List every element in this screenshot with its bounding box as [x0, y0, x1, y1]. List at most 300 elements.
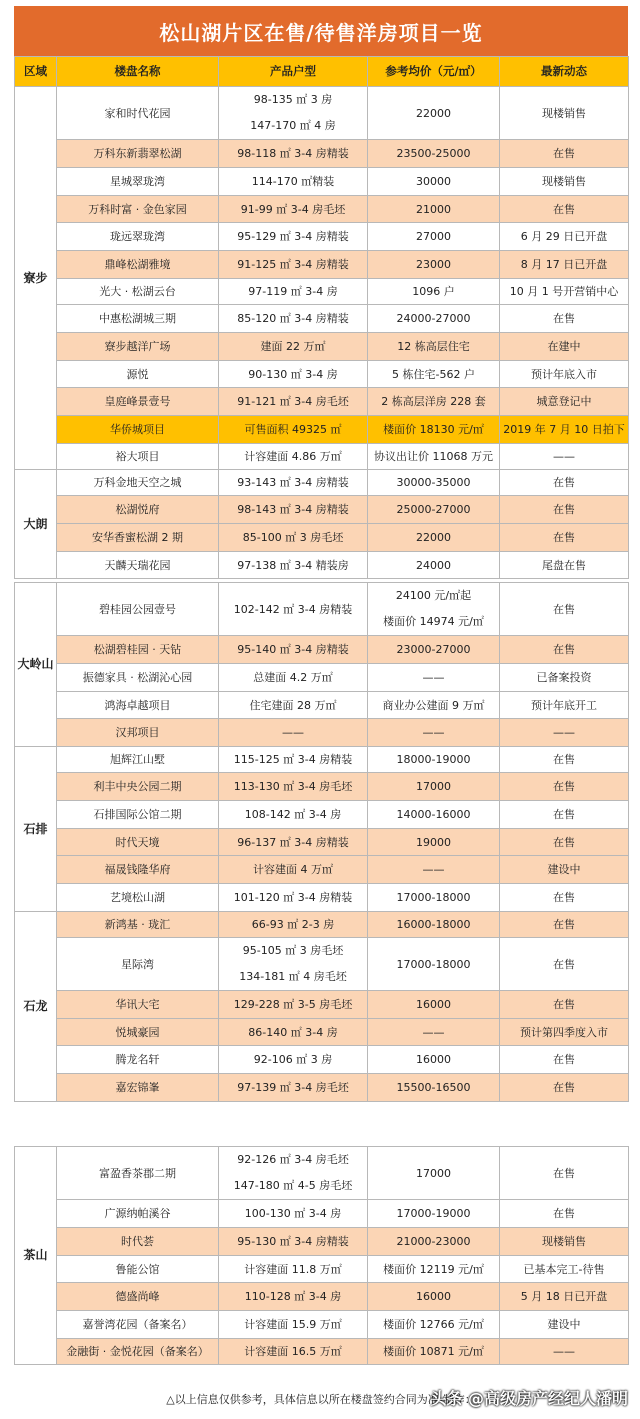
region-cell: 寮步 — [15, 87, 57, 470]
table-row — [15, 1147, 629, 1200]
cell-line: 134-181 ㎡ 4 房毛坯 — [239, 970, 347, 983]
latest-status: 城意登记中 — [500, 388, 629, 416]
cell-text: 24000-27000 — [396, 312, 471, 325]
cell-line: 24100 元/㎡起 — [395, 589, 472, 602]
table-row — [15, 223, 629, 251]
region-cell: 石排 — [15, 747, 57, 912]
region-cell: 茶山 — [15, 1147, 57, 1365]
reference-price — [368, 829, 500, 856]
cell-text: 129-228 ㎡ 3-5 房毛坯 — [233, 998, 353, 1011]
reference-price — [368, 747, 500, 773]
product-type — [219, 884, 368, 912]
cell-text: 楼面价 12119 元/㎡ — [383, 1262, 484, 1276]
project-name: 德盛尚峰 — [57, 1283, 219, 1311]
latest-status: 在售 — [500, 470, 629, 496]
cell-text: 17000 — [416, 1166, 451, 1180]
product-type — [219, 1019, 368, 1046]
cell-text: 可售面积 49325 ㎡ — [244, 423, 342, 436]
reference-price — [368, 692, 500, 719]
latest-status: 8 月 17 日已开盘 — [500, 251, 629, 279]
project-name: 裕大项目 — [57, 444, 219, 470]
cell-text: 12 栋高层住宅 — [397, 340, 470, 353]
table-row — [15, 856, 629, 884]
footer-note: △以上信息仅供参考，具体信息以所在楼盘签约合同为准-制作： — [166, 1393, 476, 1406]
reference-price — [368, 1256, 500, 1283]
reference-price — [368, 1147, 500, 1200]
project-name: 石排国际公馆二期 — [57, 801, 219, 829]
cell-text: 102-142 ㎡ 3-4 房精装 — [233, 602, 353, 616]
latest-status: 已备案投资 — [500, 664, 629, 692]
latest-status: 在售 — [500, 938, 629, 991]
project-name: 鼎峰松湖雅境 — [57, 251, 219, 279]
reference-price — [368, 496, 500, 524]
product-type — [219, 747, 368, 773]
project-name: 艺境松山湖 — [57, 884, 219, 912]
cell-text: 92-106 ㎡ 3 房 — [253, 1053, 333, 1066]
product-type — [219, 333, 368, 361]
project-name: 源悦 — [57, 361, 219, 388]
reference-price — [368, 773, 500, 801]
product-type — [219, 496, 368, 524]
cell-text: 16000-18000 — [396, 918, 471, 931]
reference-price — [368, 1311, 500, 1339]
product-type — [219, 361, 368, 388]
cell-text: 23000 — [416, 258, 451, 271]
reference-price — [368, 912, 500, 938]
table-row — [15, 991, 629, 1019]
product-type — [219, 1283, 368, 1311]
project-name: 天麟天瑞花园 — [57, 552, 219, 579]
reference-price — [368, 1228, 500, 1256]
reference-price — [368, 223, 500, 251]
cell-text: 15500-16500 — [396, 1081, 471, 1094]
cell-text: 17000-19000 — [396, 1207, 471, 1220]
project-name: 华侨城项目 — [57, 416, 219, 444]
product-type — [219, 636, 368, 664]
product-type — [219, 801, 368, 829]
table-row — [15, 938, 629, 991]
latest-status: 在售 — [500, 1200, 629, 1228]
reference-price — [368, 664, 500, 692]
cell-line: 95-105 ㎡ 3 房毛坯 — [242, 944, 344, 957]
cell-text: 98-143 ㎡ 3-4 房精装 — [237, 503, 349, 516]
cell-text: 计容建面 15.9 万㎡ — [244, 1318, 342, 1331]
project-name: 光大 · 松湖云台 — [57, 279, 219, 305]
cell-text: 协议出让价 11068 万元 — [374, 450, 493, 463]
latest-status: 6 月 29 日已开盘 — [500, 223, 629, 251]
product-type — [219, 1074, 368, 1102]
cell-text: 14000-16000 — [396, 808, 471, 821]
project-name: 旭辉江山墅 — [57, 747, 219, 773]
table-row — [15, 1074, 629, 1102]
latest-status: 已基本完工-待售 — [500, 1256, 629, 1283]
latest-status: 预计年底入市 — [500, 361, 629, 388]
reference-price — [368, 416, 500, 444]
cell-text: 总建面 4.2 万㎡ — [253, 671, 333, 684]
cell-text: —— — [422, 671, 445, 684]
cell-text: 17000-18000 — [396, 891, 471, 904]
product-type — [219, 719, 368, 747]
table-row — [15, 1228, 629, 1256]
cell-text: 17000-18000 — [396, 957, 471, 971]
latest-status: 建设中 — [500, 1311, 629, 1339]
cell-text: 108-142 ㎡ 3-4 房 — [244, 808, 342, 821]
table-row — [15, 87, 629, 140]
reference-price — [368, 884, 500, 912]
cell-text: 18000-19000 — [396, 753, 471, 766]
cell-text: 113-130 ㎡ 3-4 房毛坯 — [233, 780, 353, 793]
cell-text: 计容建面 11.8 万㎡ — [244, 1262, 342, 1276]
projects-table — [14, 1146, 629, 1365]
reference-price — [368, 636, 500, 664]
reference-price — [368, 87, 500, 140]
reference-price — [368, 801, 500, 829]
cell-text: 66-93 ㎡ 2-3 房 — [251, 918, 335, 931]
latest-status: 在建中 — [500, 333, 629, 361]
project-name: 时代荟 — [57, 1228, 219, 1256]
watermark-text: 头条 @高级房产经纪人潘明 — [430, 1389, 628, 1408]
project-name: 嘉誉湾花园（备案名） — [57, 1311, 219, 1339]
product-type — [219, 1256, 368, 1283]
project-name: 嘉宏锦峯 — [57, 1074, 219, 1102]
project-name: 振德家具 · 松湖沁心园 — [57, 664, 219, 692]
table-row — [15, 388, 629, 416]
reference-price — [368, 1046, 500, 1074]
cell-text: 97-119 ㎡ 3-4 房 — [248, 285, 338, 298]
table-row — [15, 279, 629, 305]
reference-price — [368, 1019, 500, 1046]
table-row — [15, 719, 629, 747]
product-type — [219, 279, 368, 305]
cell-text: 16000 — [416, 1053, 451, 1066]
cell-text: 住宅建面 28 万㎡ — [249, 698, 337, 712]
project-name: 利丰中央公园二期 — [57, 773, 219, 801]
table-row — [15, 912, 629, 938]
product-type — [219, 1046, 368, 1074]
cell-text: 110-128 ㎡ 3-4 房 — [244, 1290, 342, 1303]
latest-status: 在售 — [500, 773, 629, 801]
product-type — [219, 1311, 368, 1339]
cell-text: 16000 — [416, 1290, 451, 1303]
latest-status: 在售 — [500, 1046, 629, 1074]
product-type — [219, 388, 368, 416]
table-row — [15, 361, 629, 388]
cell-text: —— — [422, 863, 445, 876]
latest-status: 尾盘在售 — [500, 552, 629, 579]
project-name: 时代天境 — [57, 829, 219, 856]
cell-line: 147-180 ㎡ 4-5 房毛坯 — [233, 1179, 353, 1192]
project-name: 万科金地天空之城 — [57, 470, 219, 496]
column-header: 产品户型 — [219, 57, 368, 87]
latest-status: 预计年底开工 — [500, 692, 629, 719]
product-type — [219, 140, 368, 168]
cell-text: 16000 — [416, 998, 451, 1011]
project-name: 中惠松湖城三期 — [57, 305, 219, 333]
table-row — [15, 747, 629, 773]
reference-price — [368, 361, 500, 388]
table-row — [15, 305, 629, 333]
table-title: 松山湖片区在售/待售洋房项目一览 — [14, 6, 628, 56]
table-row — [15, 1019, 629, 1046]
product-type — [219, 664, 368, 692]
table-row — [15, 333, 629, 361]
cell-text: 17000 — [416, 780, 451, 793]
product-type — [219, 856, 368, 884]
cell-line: 147-170 ㎡ 4 房 — [250, 119, 336, 132]
cell-text: 2 栋高层洋房 228 套 — [381, 395, 486, 408]
cell-text: 96-137 ㎡ 3-4 房精装 — [237, 835, 349, 849]
latest-status: 在售 — [500, 583, 629, 636]
product-type — [219, 87, 368, 140]
product-type — [219, 1339, 368, 1365]
latest-status: 现楼销售 — [500, 87, 629, 140]
table-row — [15, 829, 629, 856]
product-type — [219, 991, 368, 1019]
latest-status: 在售 — [500, 884, 629, 912]
reference-price — [368, 1339, 500, 1365]
latest-status: —— — [500, 1339, 629, 1365]
table-row — [15, 196, 629, 223]
cell-text: 93-143 ㎡ 3-4 房精装 — [237, 476, 349, 489]
cell-text: 85-120 ㎡ 3-4 房精装 — [237, 312, 349, 325]
project-name: 鸿海卓越项目 — [57, 692, 219, 719]
region-cell: 大朗 — [15, 470, 57, 579]
column-header: 楼盘名称 — [57, 57, 219, 87]
product-type — [219, 251, 368, 279]
project-name: 星城翠珑湾 — [57, 168, 219, 196]
reference-price — [368, 444, 500, 470]
cell-text: 95-140 ㎡ 3-4 房精装 — [237, 643, 349, 656]
product-type — [219, 692, 368, 719]
product-type — [219, 524, 368, 552]
reference-price — [368, 279, 500, 305]
reference-price — [368, 991, 500, 1019]
latest-status: 在售 — [500, 305, 629, 333]
product-type — [219, 470, 368, 496]
table-row — [15, 692, 629, 719]
latest-status: 在售 — [500, 747, 629, 773]
cell-text: —— — [422, 1025, 445, 1039]
cell-text: 1096 户 — [412, 285, 455, 298]
project-name: 鲁能公馆 — [57, 1256, 219, 1283]
cell-text: 22000 — [416, 531, 451, 544]
project-name: 广源纳帕溪谷 — [57, 1200, 219, 1228]
cell-text: 115-125 ㎡ 3-4 房精装 — [233, 753, 353, 766]
product-type — [219, 444, 368, 470]
region-cell: 大岭山 — [15, 583, 57, 747]
product-type — [219, 552, 368, 579]
project-name: 安华香蜜松湖 2 期 — [57, 524, 219, 552]
project-name: 家和时代花园 — [57, 87, 219, 140]
table-row — [15, 1046, 629, 1074]
table-row — [15, 801, 629, 829]
table-row — [15, 636, 629, 664]
latest-status: 10 月 1 号开营销中心 — [500, 279, 629, 305]
project-name: 星际湾 — [57, 938, 219, 991]
project-name: 金融街 · 金悦花园（备案名） — [57, 1339, 219, 1365]
cell-text: 114-170 ㎡精装 — [251, 175, 335, 188]
reference-price — [368, 1200, 500, 1228]
cell-text: 91-121 ㎡ 3-4 房毛坯 — [237, 395, 349, 408]
table-row — [15, 583, 629, 636]
reference-price — [368, 140, 500, 168]
project-name: 悦城豪园 — [57, 1019, 219, 1046]
table-row — [15, 416, 629, 444]
cell-line: 楼面价 14974 元/㎡ — [383, 615, 484, 628]
latest-status: —— — [500, 444, 629, 470]
product-type — [219, 829, 368, 856]
cell-text: 计容建面 4 万㎡ — [253, 863, 333, 876]
product-type — [219, 196, 368, 223]
table-row — [15, 1311, 629, 1339]
table-row — [15, 444, 629, 470]
table-row — [15, 1200, 629, 1228]
latest-status: 在售 — [500, 912, 629, 938]
table-row — [15, 496, 629, 524]
cell-text: 21000 — [416, 202, 451, 216]
product-type — [219, 912, 368, 938]
latest-status: —— — [500, 719, 629, 747]
table-row — [15, 884, 629, 912]
latest-status: 在售 — [500, 140, 629, 168]
table-row — [15, 773, 629, 801]
table-row — [15, 251, 629, 279]
cell-text: 25000-27000 — [396, 503, 471, 516]
column-header: 参考均价（元/㎡） — [368, 57, 500, 87]
cell-text: 97-139 ㎡ 3-4 房毛坯 — [237, 1081, 349, 1094]
cell-text: 24000 — [416, 558, 451, 572]
cell-text: 商业办公建面 9 万㎡ — [382, 698, 485, 712]
reference-price — [368, 168, 500, 196]
project-name: 寮步越洋广场 — [57, 333, 219, 361]
reference-price — [368, 305, 500, 333]
cell-text: 91-125 ㎡ 3-4 房精装 — [237, 258, 349, 271]
product-type — [219, 938, 368, 991]
project-name: 碧桂园公园壹号 — [57, 583, 219, 636]
project-name: 万科东新翡翠松湖 — [57, 140, 219, 168]
project-name: 松湖碧桂园 · 天钻 — [57, 636, 219, 664]
cell-text: 23500-25000 — [396, 147, 471, 160]
latest-status: 在售 — [500, 196, 629, 223]
cell-text: 计容建面 16.5 万㎡ — [244, 1345, 342, 1358]
product-type — [219, 583, 368, 636]
project-name: 珑远翠珑湾 — [57, 223, 219, 251]
table-row — [15, 1256, 629, 1283]
product-type — [219, 773, 368, 801]
reference-price — [368, 1074, 500, 1102]
table-row — [15, 552, 629, 579]
product-type — [219, 168, 368, 196]
latest-status: 在售 — [500, 991, 629, 1019]
cell-text: 楼面价 18130 元/㎡ — [383, 423, 484, 436]
reference-price — [368, 388, 500, 416]
cell-text: 计容建面 4.86 万㎡ — [244, 450, 342, 463]
project-name: 富盈香茶郡二期 — [57, 1147, 219, 1200]
reference-price — [368, 196, 500, 223]
project-name: 华讯大宅 — [57, 991, 219, 1019]
table-row — [15, 524, 629, 552]
project-name: 松湖悦府 — [57, 496, 219, 524]
project-name: 万科时富 · 金色家园 — [57, 196, 219, 223]
latest-status: 在售 — [500, 801, 629, 829]
cell-text: 楼面价 10871 元/㎡ — [383, 1345, 484, 1358]
latest-status: 现楼销售 — [500, 1228, 629, 1256]
reference-price — [368, 938, 500, 991]
cell-text: 100-130 ㎡ 3-4 房 — [244, 1207, 342, 1220]
table-row — [15, 470, 629, 496]
cell-text: 101-120 ㎡ 3-4 房精装 — [233, 891, 353, 904]
cell-text: 23000-27000 — [396, 643, 471, 656]
cell-text: 5 栋住宅-562 户 — [392, 367, 475, 381]
cell-text: 95-130 ㎡ 3-4 房精装 — [237, 1235, 349, 1248]
cell-text: 30000 — [416, 175, 451, 188]
cell-text: 建面 22 万㎡ — [260, 340, 326, 353]
cell-text: 97-138 ㎡ 3-4 精装房 — [237, 558, 349, 572]
table-row — [15, 140, 629, 168]
column-header: 区域 — [15, 57, 57, 87]
project-name: 福晟钱隆华府 — [57, 856, 219, 884]
column-header: 最新动态 — [500, 57, 629, 87]
latest-status: 在售 — [500, 524, 629, 552]
table-row — [15, 168, 629, 196]
cell-text: 98-118 ㎡ 3-4 房精装 — [237, 147, 349, 160]
latest-status: 5 月 18 日已开盘 — [500, 1283, 629, 1311]
cell-text: 91-99 ㎡ 3-4 房毛坯 — [240, 202, 346, 216]
reference-price — [368, 856, 500, 884]
project-name: 皇庭峰景壹号 — [57, 388, 219, 416]
reference-price — [368, 1283, 500, 1311]
latest-status: 在售 — [500, 496, 629, 524]
latest-status: 在售 — [500, 1147, 629, 1200]
table-row — [15, 1339, 629, 1365]
reference-price — [368, 524, 500, 552]
reference-price — [368, 719, 500, 747]
product-type — [219, 1147, 368, 1200]
cell-text: 85-100 ㎡ 3 房毛坯 — [242, 531, 344, 544]
cell-text: 90-130 ㎡ 3-4 房 — [248, 367, 338, 381]
cell-text: 30000-35000 — [396, 476, 471, 489]
reference-price — [368, 583, 500, 636]
table-row — [15, 1283, 629, 1311]
product-type — [219, 305, 368, 333]
latest-status: 预计第四季度入市 — [500, 1019, 629, 1046]
product-type — [219, 1200, 368, 1228]
cell-text: —— — [422, 726, 445, 739]
reference-price — [368, 251, 500, 279]
cell-text: 95-129 ㎡ 3-4 房精装 — [237, 230, 349, 243]
cell-text: —— — [282, 726, 304, 739]
latest-status: 在售 — [500, 829, 629, 856]
cell-line: 92-126 ㎡ 3-4 房毛坯 — [237, 1153, 349, 1166]
latest-status: 在售 — [500, 636, 629, 664]
latest-status: 现楼销售 — [500, 168, 629, 196]
cell-text: 86-140 ㎡ 3-4 房 — [248, 1025, 338, 1039]
reference-price — [368, 333, 500, 361]
table-row — [15, 664, 629, 692]
cell-text: 22000 — [416, 106, 451, 120]
cell-text: 楼面价 12766 元/㎡ — [383, 1318, 484, 1331]
project-name: 新鸿基 · 珑汇 — [57, 912, 219, 938]
cell-text: 27000 — [416, 230, 451, 243]
product-type — [219, 1228, 368, 1256]
reference-price — [368, 552, 500, 579]
cell-line: 98-135 ㎡ 3 房 — [253, 93, 333, 106]
cell-text: 19000 — [416, 835, 451, 849]
latest-status: 2019 年 7 月 10 日拍下 — [500, 416, 629, 444]
region-cell: 石龙 — [15, 912, 57, 1102]
cell-text: 21000-23000 — [396, 1235, 471, 1248]
latest-status: 建设中 — [500, 856, 629, 884]
